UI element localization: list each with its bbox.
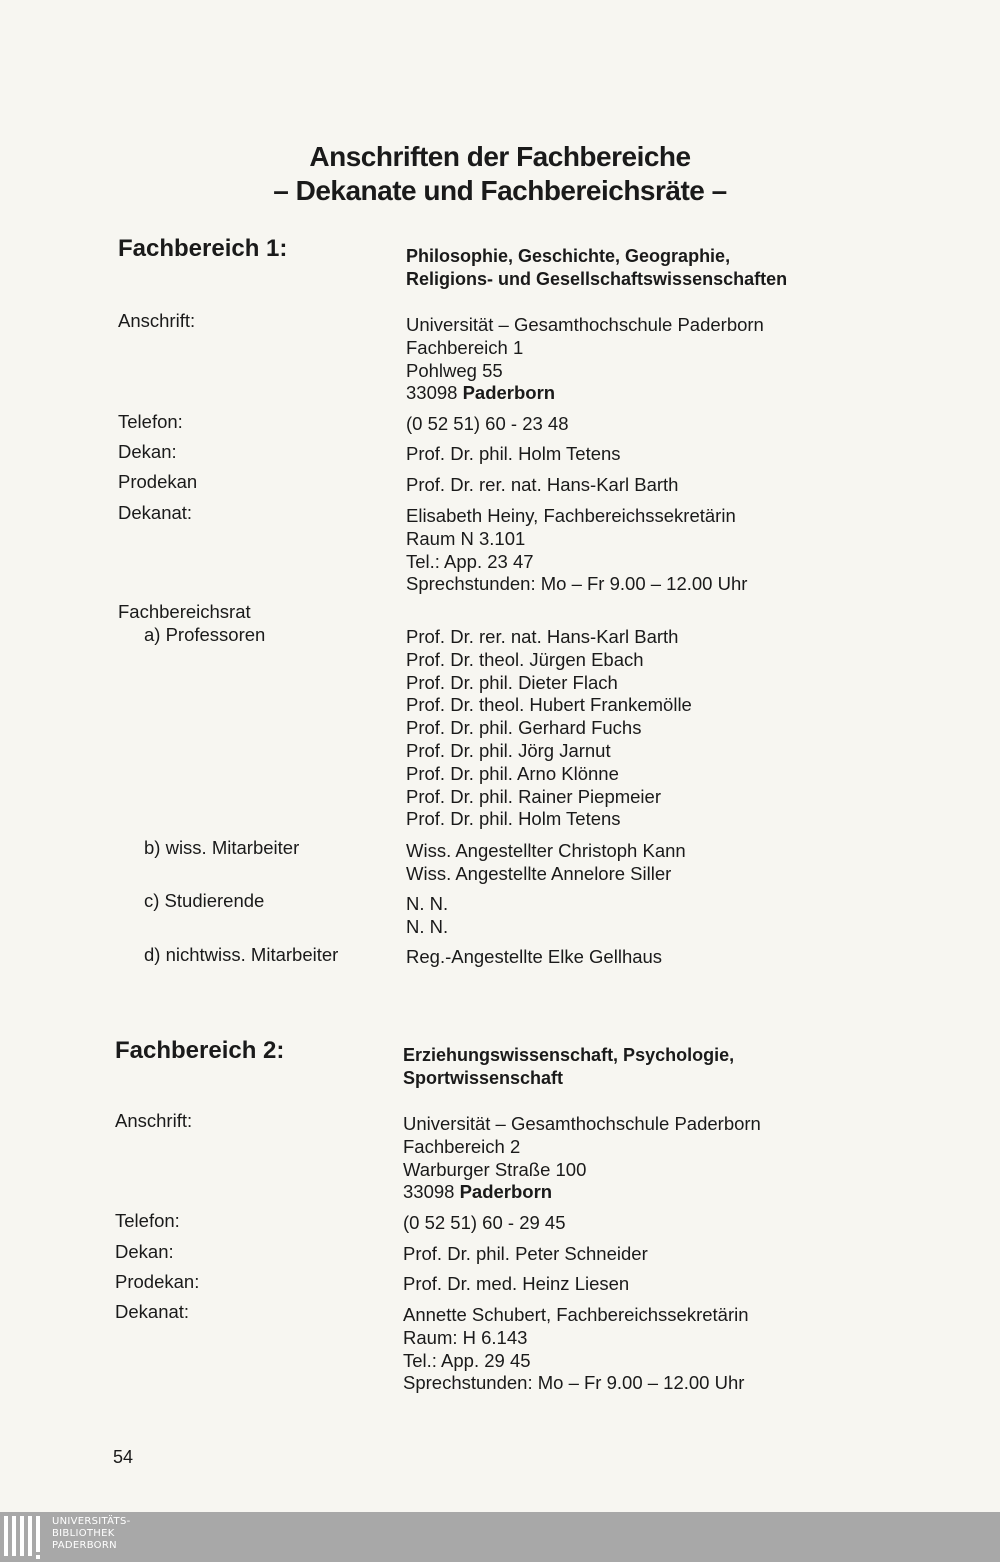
dekanat-block [406, 505, 747, 596]
address-line: Fachbereich 2 [403, 1135, 521, 1157]
prodekan-value: Prof. Dr. rer. nat. Hans-Karl Barth [406, 474, 679, 495]
list-item: Prof. Dr. phil. Dieter Flach [406, 671, 618, 693]
logo-text-line: UNIVERSITÄTS- [52, 1516, 131, 1527]
address-line: Warburger Straße 100 [403, 1158, 587, 1180]
fachbereich-2-heading: Fachbereich 2: [115, 1037, 285, 1064]
list-item: Prof. Dr. phil. Gerhard Fuchs [406, 717, 642, 739]
library-logo-text [52, 1516, 131, 1552]
dekan-value: Prof. Dr. phil. Peter Schneider [403, 1243, 648, 1264]
fachbereichsrat-label: Fachbereichsrat [118, 601, 251, 622]
dekanat-line: Tel.: App. 29 45 [403, 1349, 531, 1371]
telefon-label: Telefon: [115, 1210, 180, 1231]
prodekan-label: Prodekan [118, 471, 198, 492]
studierende-list [406, 893, 448, 939]
dekanat-label: Dekanat: [118, 502, 193, 523]
dekanat-label: Dekanat: [115, 1301, 190, 1322]
list-item: Prof. Dr. theol. Jürgen Ebach [406, 648, 644, 670]
zip-code: 33098 [403, 1181, 455, 1203]
list-item: N. N. [406, 893, 449, 914]
dekan-value: Prof. Dr. phil. Holm Tetens [406, 443, 621, 464]
wiss-mitarbeiter-list [406, 840, 686, 886]
fachbereich-2-subject [403, 1044, 734, 1090]
address-city-line [403, 1181, 761, 1204]
list-item: Prof. Dr. phil. Holm Tetens [406, 808, 621, 830]
fachbereich-1-heading: Fachbereich 1: [118, 235, 288, 262]
subject-line: Erziehungswissenschaft, Psychologie, [403, 1045, 735, 1065]
city-name: Paderborn [459, 1181, 553, 1203]
fachbereich-1-subject [406, 245, 787, 291]
address-city-line [406, 382, 764, 405]
nichtwiss-mitarbeiter-label: d) nichtwiss. Mitarbeiter [144, 944, 339, 965]
address-line: Pohlweg 55 [406, 359, 503, 381]
anschrift-label: Anschrift: [118, 310, 196, 331]
nichtwiss-mitarbeiter-value: Reg.-Angestellte Elke Gellhaus [406, 946, 663, 967]
title-line-2: – Dekanate und Fachbereichsräte – [273, 175, 727, 206]
title-line-1: Anschriften der Fachbereiche [309, 141, 691, 172]
address-line: Fachbereich 1 [406, 336, 524, 358]
zip-code: 33098 [406, 382, 458, 404]
list-item: Prof. Dr. phil. Jörg Jarnut [406, 739, 611, 761]
studierende-label: c) Studierende [144, 890, 265, 911]
city-name: Paderborn [462, 382, 556, 404]
subject-line: Religions- und Gesellschaftswissenschaften [406, 269, 788, 289]
library-footer-bar [0, 1512, 1000, 1562]
list-item: Prof. Dr. rer. nat. Hans-Karl Barth [406, 626, 679, 647]
dekanat-line: Sprechstunden: Mo – Fr 9.00 – 12.00 Uhr [403, 1372, 745, 1394]
subject-line: Sportwissenschaft [403, 1068, 564, 1088]
address-block [403, 1113, 761, 1204]
wiss-mitarbeiter-label: b) wiss. Mitarbeiter [144, 837, 300, 858]
prodekan-value: Prof. Dr. med. Heinz Liesen [403, 1273, 630, 1294]
dekanat-block [403, 1304, 749, 1395]
address-line: Universität – Gesamthochschule Paderborn [406, 314, 764, 335]
page-number: 54 [113, 1447, 134, 1467]
dekanat-line: Raum: H 6.143 [403, 1326, 528, 1348]
address-block [406, 314, 764, 405]
page-title [0, 140, 1000, 208]
telefon-label: Telefon: [118, 411, 183, 432]
list-item: Prof. Dr. theol. Hubert Frankemölle [406, 694, 692, 716]
dekanat-line: Raum N 3.101 [406, 527, 526, 549]
telefon-value: (0 52 51) 60 - 29 45 [403, 1212, 566, 1233]
list-item: Wiss. Angestellter Christoph Kann [406, 840, 686, 861]
list-item: Wiss. Angestellte Annelore Siller [406, 862, 672, 884]
anschrift-label: Anschrift: [115, 1110, 193, 1131]
dekan-label: Dekan: [118, 441, 177, 462]
dekanat-line: Sprechstunden: Mo – Fr 9.00 – 12.00 Uhr [406, 573, 748, 595]
telefon-value: (0 52 51) 60 - 23 48 [406, 413, 569, 434]
logo-text-line: BIBLIOTHEK [52, 1528, 115, 1539]
address-line: Universität – Gesamthochschule Paderborn [403, 1113, 761, 1134]
professoren-list [406, 626, 692, 831]
professoren-label: a) Professoren [144, 624, 266, 645]
prodekan-label: Prodekan: [115, 1271, 200, 1292]
dekanat-line: Elisabeth Heiny, Fachbereichssekretärin [406, 505, 736, 526]
list-item: N. N. [406, 915, 449, 937]
library-logo-icon [4, 1516, 48, 1558]
dekanat-line: Annette Schubert, Fachbereichssekretärin [403, 1304, 749, 1325]
list-item: Prof. Dr. phil. Rainer Piepmeier [406, 785, 661, 807]
dekanat-line: Tel.: App. 23 47 [406, 550, 534, 572]
logo-text-line: PADERBORN [52, 1540, 117, 1551]
subject-line: Philosophie, Geschichte, Geographie, [406, 246, 731, 266]
dekan-label: Dekan: [115, 1241, 174, 1262]
list-item: Prof. Dr. phil. Arno Klönne [406, 762, 619, 784]
